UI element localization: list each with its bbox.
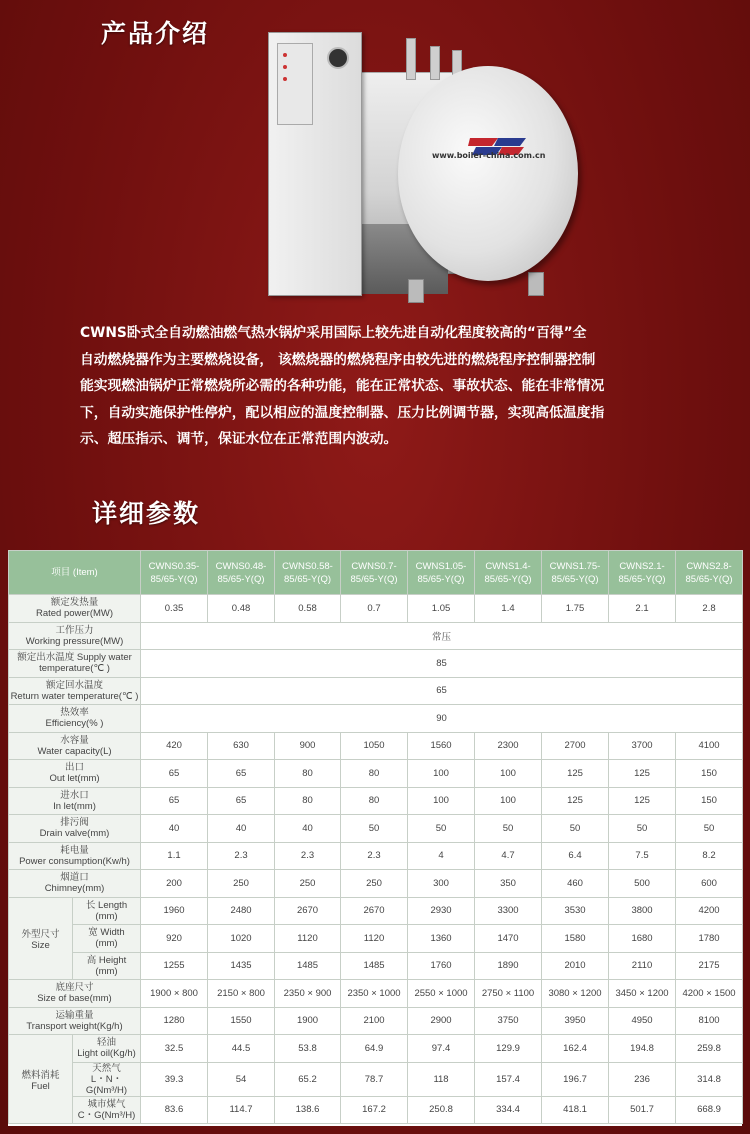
model-line: 85/65-Y(Q) [484,573,532,585]
table-cell: 114.7 [208,1096,275,1124]
table-cell: 2.8 [676,595,743,623]
table-cell: 3750 [475,1007,542,1035]
table-cell: 65 [141,760,208,788]
table-row [9,595,743,623]
model-line: CWNS2.1- [619,560,665,572]
table-cell: 0.58 [275,595,341,623]
table-cell: 3080 × 1200 [542,980,609,1008]
table-cell: 334.4 [475,1096,542,1124]
table-cell: 1780 [676,925,743,953]
header-model [141,551,208,595]
table-cell: 200 [141,870,208,898]
table-cell: 97.4 [408,1035,475,1063]
table-cell: 80 [341,787,408,815]
row-label [9,760,141,788]
row-label-cn: 出口 [65,762,85,774]
row-label-cn: 运输重量 [55,1009,94,1021]
table-row [9,760,743,788]
row-label-en: (mm) [95,938,118,950]
header-model [676,551,743,595]
row-label-en: Power consumption(Kw/h) [19,855,130,867]
table-row [9,650,743,678]
row-label [73,1062,141,1096]
table-row [9,1035,743,1063]
table-cell: 0.35 [141,595,208,623]
table-row [9,1096,743,1124]
table-cell: 8.2 [676,842,743,870]
row-label [9,842,141,870]
table-cell: 167.2 [341,1096,408,1124]
model-line: 85/65-Y(Q) [685,573,733,585]
table-cell: 39.3 [141,1062,208,1096]
table-cell: 125 [542,760,609,788]
header-model [609,551,676,595]
row-label-cn: 高 Height [86,954,127,966]
table-cell: 460 [542,870,609,898]
table-cell: 80 [275,760,341,788]
table-cell: 2175 [676,952,743,980]
table-cell: 300 [408,870,475,898]
table-row [9,925,743,953]
row-label-cn: 燃料消耗 [21,1069,60,1081]
row-label [73,925,141,953]
row-label-cn: 底座尺寸 [55,982,94,994]
table-cell: 314.8 [676,1062,743,1096]
row-label [9,595,141,623]
table-cell: 1360 [408,925,475,953]
intro-line: CWNS卧式全自动燃油燃气热水锅炉采用国际上较先进自动化程度较高的“百得”全 [80,325,587,341]
table-row [9,897,743,925]
table-cell: 150 [676,760,743,788]
table-cell-merged: 90 [141,705,743,733]
row-label-en: Water capacity(L) [37,745,112,757]
row-label-cn: 耗电量 [60,844,89,856]
indicator-lamp [283,77,287,81]
table-cell: 250 [275,870,341,898]
model-line: CWNS0.48- [215,560,267,572]
row-label-cn: 长 Length [85,899,128,911]
table-cell: 50 [676,815,743,843]
table-cell: 125 [609,787,676,815]
table-cell: 900 [275,732,341,760]
model-line: CWNS1.75- [549,560,601,572]
table-cell: 65 [208,760,275,788]
table-cell: 1550 [208,1007,275,1035]
table-row [9,677,743,705]
table-cell: 157.4 [475,1062,542,1096]
table-cell: 1.75 [542,595,609,623]
indicator-lamp [283,53,287,57]
table-cell-merged: 常压 [141,622,743,650]
table-cell: 1255 [141,952,208,980]
model-line: 85/65-Y(Q) [217,573,265,585]
table-header-row [9,551,743,595]
table-cell: 53.8 [275,1035,341,1063]
table-cell: 196.7 [542,1062,609,1096]
table-cell: 1580 [542,925,609,953]
table-cell: 2480 [208,897,275,925]
parameter-table [8,550,743,1124]
header-model [275,551,341,595]
intro-line: 能实现燃油锅炉正常燃烧所必需的各种功能，能在正常状态、事故状态、能在非常情况 [80,378,605,394]
row-label [73,897,141,925]
table-cell: 100 [475,787,542,815]
boiler-pipe [406,38,416,80]
table-body [9,595,743,1124]
table-cell: 1050 [341,732,408,760]
table-cell: 44.5 [208,1035,275,1063]
row-label [9,815,141,843]
table-cell: 50 [341,815,408,843]
table-cell: 2150 × 800 [208,980,275,1008]
table-row [9,980,743,1008]
table-cell: 32.5 [141,1035,208,1063]
table-cell: 2350 × 900 [275,980,341,1008]
table-cell: 1470 [475,925,542,953]
table-row [9,732,743,760]
table-cell: 100 [408,760,475,788]
model-line: 85/65-Y(Q) [150,573,198,585]
brand-logo-url: www.boiler-china.com.cn [432,151,546,160]
row-label-en: Size of base(mm) [37,993,112,1005]
table-cell: 125 [542,787,609,815]
table-cell: 236 [609,1062,676,1096]
table-cell: 420 [141,732,208,760]
table-cell: 54 [208,1062,275,1096]
table-cell: 1.4 [475,595,542,623]
row-label [9,787,141,815]
header-model [341,551,408,595]
table-cell: 80 [341,760,408,788]
row-label [73,952,141,980]
table-cell: 1680 [609,925,676,953]
parameter-table-container [8,550,742,1126]
row-label-en: Chimney(mm) [44,883,105,895]
group-label [9,897,73,980]
table-cell: 501.7 [609,1096,676,1124]
cooling-fan-icon [327,47,349,69]
model-line: CWNS1.05- [415,560,467,572]
table-cell: 3950 [542,1007,609,1035]
indicator-lamp [283,65,287,69]
row-label [73,1096,141,1124]
table-cell: 4200 [676,897,743,925]
table-cell: 1020 [208,925,275,953]
table-cell-merged: 85 [141,650,743,678]
intro-paragraph [80,320,680,453]
row-label-en: Working pressure(MW) [25,635,124,647]
table-cell: 2750 × 1100 [475,980,542,1008]
table-cell: 125 [609,760,676,788]
table-cell: 2010 [542,952,609,980]
support-leg [408,279,424,303]
table-cell: 150 [676,787,743,815]
row-label-cn: 城市煤气 [87,1098,126,1110]
table-cell: 6.4 [542,842,609,870]
table-cell: 1.05 [408,595,475,623]
boiler-product-image [258,24,578,309]
row-label-cn: 排污阀 [60,817,89,829]
table-cell: 500 [609,870,676,898]
table-cell: 4200 × 1500 [676,980,743,1008]
table-cell: 4950 [609,1007,676,1035]
model-line: CWNS2.8- [686,560,732,572]
table-row [9,787,743,815]
table-cell: 259.8 [676,1035,743,1063]
table-cell: 3450 × 1200 [609,980,676,1008]
table-cell: 4.7 [475,842,542,870]
table-cell: 1900 × 800 [141,980,208,1008]
table-cell: 1760 [408,952,475,980]
row-label-cn: 热效率 [60,707,89,719]
row-label-en: L・N・G(Nm³/H) [85,1073,128,1096]
table-cell: 1485 [275,952,341,980]
model-line: CWNS0.35- [148,560,200,572]
table-row [9,952,743,980]
group-label [9,1035,73,1124]
support-leg [528,272,544,296]
table-cell: 2110 [609,952,676,980]
row-label [9,1007,141,1035]
row-label-en: Light oil(Kg/h) [77,1048,136,1060]
table-cell: 0.7 [341,595,408,623]
header-model [542,551,609,595]
table-row [9,1062,743,1096]
table-cell: 4100 [676,732,743,760]
model-line: 85/65-Y(Q) [350,573,398,585]
table-cell: 78.7 [341,1062,408,1096]
table-cell: 250 [341,870,408,898]
product-intro-title: 产品介绍 [101,19,210,48]
table-cell: 2930 [408,897,475,925]
row-label [9,705,141,733]
table-cell: 80 [275,787,341,815]
table-cell: 1120 [341,925,408,953]
row-label-cn: 烟道口 [60,872,89,884]
row-label-cn: 外型尺寸 [21,928,60,940]
table-cell: 2.3 [275,842,341,870]
table-cell: 2350 × 1000 [341,980,408,1008]
table-cell: 64.9 [341,1035,408,1063]
row-label-cn: 水容量 [60,734,89,746]
row-label [9,980,141,1008]
model-line: 85/65-Y(Q) [551,573,599,585]
model-line: CWNS1.4- [485,560,531,572]
table-cell: 350 [475,870,542,898]
detail-params-title: 详细参数 [92,499,201,528]
table-cell: 1.1 [141,842,208,870]
row-label-cn: 额定回水温度 [46,679,104,691]
table-cell: 50 [408,815,475,843]
table-cell: 2300 [475,732,542,760]
table-cell: 129.9 [475,1035,542,1063]
table-cell: 3300 [475,897,542,925]
table-cell: 3530 [542,897,609,925]
model-line: 85/65-Y(Q) [417,573,465,585]
row-label-cn: 额定出水温度 Supply water [17,652,132,664]
model-line: 85/65-Y(Q) [284,573,332,585]
row-label-cn: 进水口 [60,789,89,801]
table-cell: 65 [208,787,275,815]
table-cell: 1560 [408,732,475,760]
row-label-en: Return water temperature(℃ ) [10,690,139,702]
row-label [9,622,141,650]
table-cell: 8100 [676,1007,743,1035]
table-row [9,622,743,650]
table-cell: 2550 × 1000 [408,980,475,1008]
table-row [9,842,743,870]
table-cell: 100 [408,787,475,815]
table-cell: 2900 [408,1007,475,1035]
model-line: CWNS0.58- [282,560,333,572]
table-cell: 250 [208,870,275,898]
table-cell: 2100 [341,1007,408,1035]
row-label [9,732,141,760]
row-label-en: Drain valve(mm) [39,828,110,840]
table-cell: 100 [475,760,542,788]
row-label-en: Rated power(MW) [35,608,114,620]
table-cell: 1280 [141,1007,208,1035]
intro-line: 示、超压指示、调节，保证水位在正常范围内波动。 [80,431,398,447]
table-cell: 4 [408,842,475,870]
table-cell: 3800 [609,897,676,925]
row-label-en: Out let(mm) [49,773,100,785]
table-cell: 65.2 [275,1062,341,1096]
table-cell: 2670 [341,897,408,925]
table-cell: 600 [676,870,743,898]
header-item: 项目 (Item) [9,551,141,595]
table-cell: 138.6 [275,1096,341,1124]
row-label-en: C・G(Nm³/H) [77,1109,136,1121]
row-label-en: Transport weight(Kg/h) [26,1020,123,1032]
row-label [9,650,141,678]
table-cell: 1120 [275,925,341,953]
table-cell: 83.6 [141,1096,208,1124]
table-row [9,705,743,733]
table-cell: 40 [141,815,208,843]
row-label-cn: 工作压力 [55,624,94,636]
table-cell: 3700 [609,732,676,760]
row-label-en: Fuel [31,1080,50,1092]
row-label-en: In let(mm) [53,800,96,812]
row-label-en: temperature(℃ ) [39,663,110,675]
control-cabinet [268,32,362,296]
row-label-cn: 额定发热量 [50,597,99,609]
row-label-en: (mm) [95,910,118,922]
table-cell: 920 [141,925,208,953]
table-cell: 1435 [208,952,275,980]
table-cell: 7.5 [609,842,676,870]
table-cell: 630 [208,732,275,760]
table-cell: 65 [141,787,208,815]
table-cell: 1890 [475,952,542,980]
table-cell: 40 [275,815,341,843]
intro-line: 下，自动实施保护性停炉，配以相应的温度控制器、压力比例调节器，实现高低温度指 [80,404,605,421]
table-cell: 50 [475,815,542,843]
table-cell: 50 [609,815,676,843]
table-cell: 1485 [341,952,408,980]
boiler-pipe [430,46,440,80]
table-cell: 2.3 [341,842,408,870]
table-cell: 0.48 [208,595,275,623]
table-row [9,1007,743,1035]
header-model [408,551,475,595]
row-label-en: Efficiency(% ) [45,718,104,730]
table-cell: 1900 [275,1007,341,1035]
table-cell: 1960 [141,897,208,925]
table-cell: 40 [208,815,275,843]
row-label-en: (mm) [95,965,118,977]
intro-line: 自动燃烧器作为主要燃烧设备， 该燃烧器的燃烧程序由较先进的燃烧程序控制器控制 [80,351,596,368]
table-cell: 194.8 [609,1035,676,1063]
row-label-cn: 天然气 [92,1062,121,1074]
model-line: CWNS0.7- [351,560,397,572]
table-cell: 162.4 [542,1035,609,1063]
row-label-cn: 轻油 [97,1037,117,1049]
table-cell: 2670 [275,897,341,925]
model-line: 85/65-Y(Q) [618,573,666,585]
table-cell: 118 [408,1062,475,1096]
row-label-en: Size [31,939,50,951]
table-cell: 418.1 [542,1096,609,1124]
row-label [73,1035,141,1063]
header-model [475,551,542,595]
header-model [208,551,275,595]
table-cell: 2700 [542,732,609,760]
table-cell: 2.1 [609,595,676,623]
table-row [9,815,743,843]
table-cell: 2.3 [208,842,275,870]
table-cell: 668.9 [676,1096,743,1124]
table-cell: 50 [542,815,609,843]
row-label [9,870,141,898]
table-cell: 250.8 [408,1096,475,1124]
row-label-cn: 宽 Width [88,927,125,939]
row-label [9,677,141,705]
table-cell-merged: 65 [141,677,743,705]
boiler-tank-end [398,66,578,281]
table-row [9,870,743,898]
